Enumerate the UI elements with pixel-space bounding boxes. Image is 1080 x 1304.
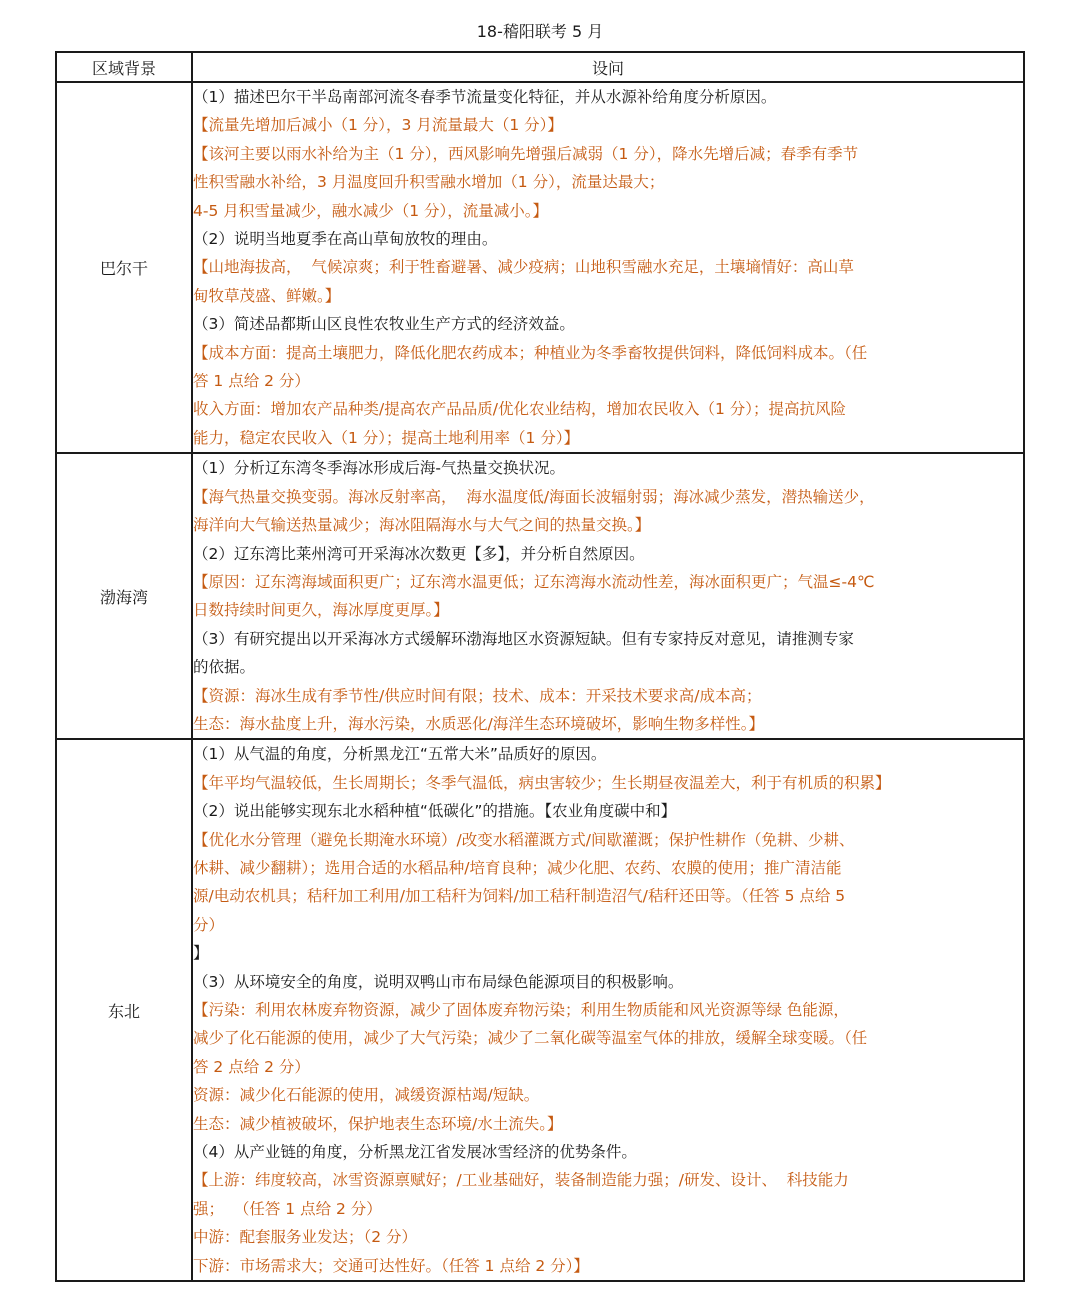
answer-line: 【资源：海冰生成有季节性/供应时间有限；技术、成本：开采技术要求高/成本高； [193, 686, 762, 705]
answer-line: 源/电动农机具；秸秆加工利用/加工秸秆为饲料/加工秸秆制造沼气/秸秆还田等。（任答 5 点给 5 [193, 887, 846, 906]
answer-line: 【成本方面：提高土壤肥力，降低化肥农药成本；种植业为冬季畜牧提供饲料，降低饲料成本。（任 [193, 343, 868, 362]
answer-line: 中游：配套服务业发达；（2 分） [193, 1228, 418, 1247]
document-title: 18-稽阳联考 5 月 [476, 22, 604, 41]
answer-line: 【山地海拔高， 气候凉爽；利于牲畜避暑、减少疫病；山地积雪融水充足，土壤墒情好：高山草 [193, 258, 854, 277]
answer-line: 减少了化石能源的使用，减少了大气污染；减少了二氧化碳等温室气体的排放，缓解全球变暖。（任 [193, 1029, 868, 1048]
answer-line: 休耕、减少翻耕）；选用合适的水稻品种/培育良种；减少化肥、农药、农膜的使用；推广清洁能 [193, 858, 842, 877]
answer-line: 收入方面：增加农产品种类/提高农产品品质/优化农业结构，增加农民收入（1 分）；提高抗风险 [193, 400, 846, 419]
question-cell [192, 453, 1024, 739]
question-line: （1）描述巴尔干半岛南部河流冬春季节流量变化特征，并从水源补给角度分析原因。 [193, 88, 777, 106]
answer-line: 4-5 月积雪量减少，融水减少（1 分），流量减小。】 [193, 201, 549, 220]
region-cell: 巴尔干 [56, 82, 192, 453]
qa-table [55, 51, 1025, 1282]
question-cell [192, 739, 1024, 1281]
question-line: （3）从环境安全的角度，说明双鸭山市布局绿色能源项目的积极影响。 [193, 972, 684, 991]
table-body [56, 82, 1024, 1281]
answer-line: 【上游：纬度较高，冰雪资源禀赋好；/工业基础好，装备制造能力强；/研发、设计、 科技能力 [193, 1171, 849, 1190]
header-questions: 设问 [192, 52, 1024, 82]
region-cell: 东北 [56, 739, 192, 1281]
answer-line: 能力，稳定农民收入（1 分）；提高土地利用率（1 分）】 [193, 428, 580, 447]
answer-line: 【流量先增加后减小（1 分），3 月流量最大（1 分）】 [193, 116, 563, 135]
answer-line: 海洋向大气输送热量减少；海冰阻隔海水与大气之间的热量交换。】 [193, 516, 651, 535]
question-cell [192, 82, 1024, 453]
answer-line: 【污染：利用农林废弃物资源，减少了固体废弃物污染；利用生物质能和风光资源等绿 色能源， [193, 1001, 849, 1019]
question-line: （3）有研究提出以开采海冰方式缓解环渤海地区水资源短缺。但有专家持反对意见，请推测专家 [193, 629, 854, 648]
answer-line: 分） [193, 915, 225, 934]
answer-line: 【年平均气温较低，生长周期长；冬季气温低，病虫害较少；生长期昼夜温差大，利于有机质的积累】 [193, 773, 891, 792]
answer-line: 强； （任答 1 点给 2 分） [193, 1199, 382, 1218]
answer-line: 答 1 点给 2 分） [193, 372, 310, 391]
question-line: （1）从气温的角度，分析黑龙江“五常大米”品质好的原因。 [193, 745, 607, 764]
question-line: （3）简述品都斯山区良性农牧业生产方式的经济效益。 [193, 315, 575, 334]
question-line: 】 [193, 944, 209, 963]
table-row [56, 739, 1024, 1281]
question-line: （1）分析辽东湾冬季海冰形成后海-气热量交换状况。 [193, 459, 565, 478]
table-row [56, 82, 1024, 453]
answer-line: 下游：市场需求大；交通可达性好。（任答 1 点给 2 分）】 [193, 1256, 589, 1275]
answer-line: 生态：海水盐度上升，海水污染，水质恶化/海洋生态环境破坏，影响生物多样性。】 [193, 714, 764, 733]
question-line: （2）说出能够实现东北水稻种植“低碳化”的措施。【农业角度碳中和】 [193, 802, 677, 821]
table-header-row [56, 52, 1024, 82]
table-row [56, 453, 1024, 739]
answer-line: 答 2 点给 2 分） [193, 1057, 310, 1076]
answer-line: 性积雪融水补给，3 月温度回升积雪融水增加（1 分），流量达最大； [193, 173, 665, 192]
answer-line: 日数持续时间更久，海冰厚度更厚。】 [193, 601, 449, 620]
header-region: 区域背景 [56, 52, 192, 82]
question-line: （4）从产业链的角度，分析黑龙江省发展冰雪经济的优势条件。 [193, 1143, 637, 1162]
question-line: （2）辽东湾比莱州湾可开采海冰次数更【多】，并分析自然原因。 [193, 544, 645, 563]
answer-line: 资源：减少化石能源的使用，减缓资源枯竭/短缺。 [193, 1086, 540, 1105]
question-line: （2）说明当地夏季在高山草甸放牧的理由。 [193, 230, 498, 249]
answer-line: 【原因：辽东湾海域面积更广；辽东湾水温更低；辽东湾海水流动性差，海冰面积更广；气温≤-4℃ [193, 572, 875, 591]
answer-line: 【该河主要以雨水补给为主（1 分），西风影响先增强后减弱（1 分），降水先增后减；春季有季节 [193, 144, 859, 163]
answer-line: 【海气热量交换变弱。海冰反射率高， 海水温度低/海面长波辐射弱；海冰减少蒸发，潜热输送少， [193, 487, 875, 506]
answer-line: 【优化水分管理（避免长期淹水环境）/改变水稻灌溉方式/间歇灌溉；保护性耕作（免耕、少耕、 [193, 830, 855, 849]
answer-line: 生态：减少植被破坏，保护地表生态环境/水土流失。】 [193, 1114, 563, 1133]
question-line: 的依据。 [193, 658, 256, 677]
region-cell: 渤海湾 [56, 453, 192, 739]
answer-line: 甸牧草茂盛、鲜嫩。】 [193, 286, 341, 305]
